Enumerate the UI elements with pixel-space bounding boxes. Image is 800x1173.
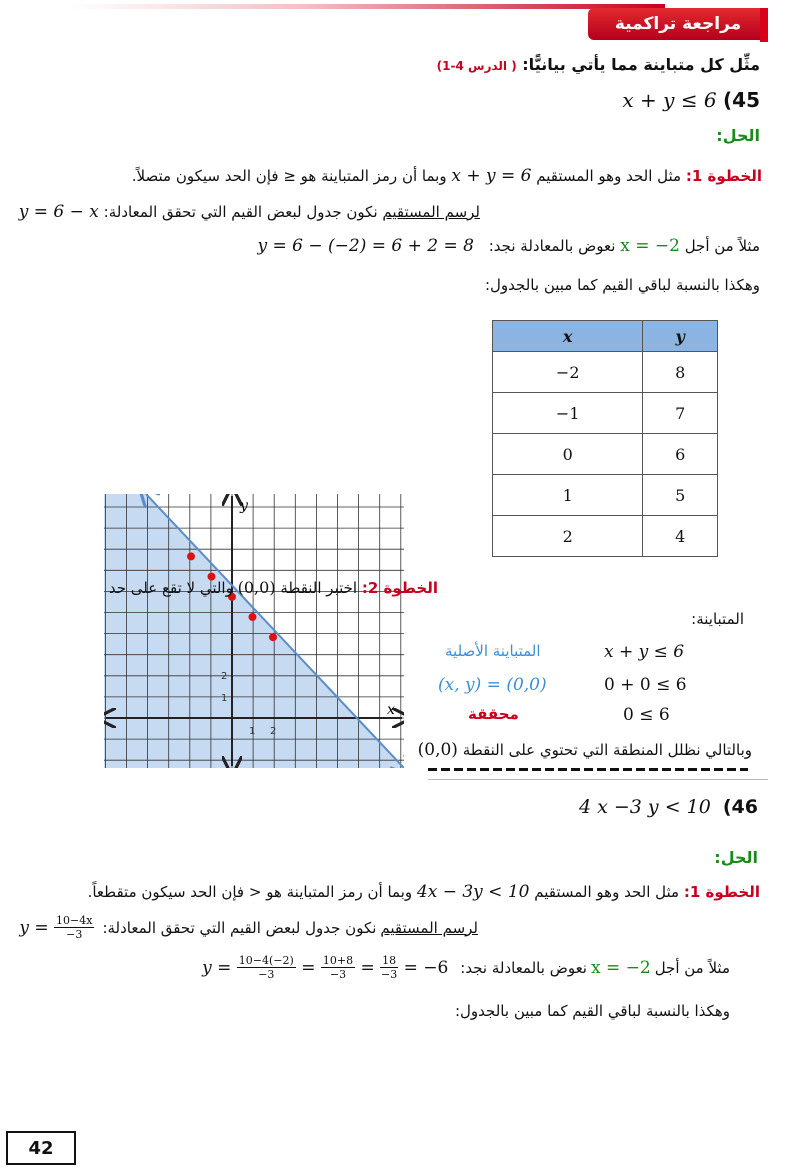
check-expr-3: 0 ≤ 6	[623, 705, 670, 725]
conclusion-45	[418, 740, 752, 760]
step2-45	[109, 578, 438, 597]
instruction	[437, 55, 760, 74]
step1-45	[132, 166, 762, 186]
plotted-point	[187, 552, 195, 560]
fraction-den: −3	[258, 968, 275, 981]
table-cell: −1	[493, 393, 643, 434]
table-intro-underlined-46: لرسم المستقيم	[380, 918, 478, 937]
table-header-x: x	[493, 321, 643, 352]
fraction-num: 10−4(−2)	[238, 954, 294, 967]
fraction-num: 18	[382, 954, 397, 967]
inequality-graph	[104, 494, 404, 768]
table-equation: y = 6 − x	[18, 202, 99, 222]
solution-label-45: الحل:	[716, 126, 760, 145]
example-value-46: x = −2	[590, 957, 651, 978]
step2-point: (0,0)	[237, 578, 276, 597]
example-text-46: مثلاً من أجل	[654, 958, 730, 977]
table-cell: 1	[493, 475, 643, 516]
step2-label: الخطوة 2:	[361, 579, 438, 597]
step1-text-b: وبما أن رمز المتباينة هو ≤ فإن الحد سيكون متصلاً.	[131, 167, 447, 185]
problem-45-heading	[622, 88, 760, 112]
x-tick-1: 1	[249, 726, 256, 737]
table-intro-text: نكون جدول لبعض القيم التي تحقق المعادلة:	[103, 203, 378, 221]
rest-text-46: وهكذا بالنسبة لباقي القيم كما مبين بالجدول:	[454, 1002, 730, 1020]
x-tick-2: 2	[270, 726, 277, 737]
fraction	[54, 914, 94, 941]
y-tick-1: 1	[221, 693, 228, 704]
example-text: مثلاً من أجل	[684, 237, 760, 255]
example-sub-46: نعوض بالمعادلة نجد:	[460, 958, 587, 977]
table-cell: −2	[493, 352, 643, 393]
step1-text-a: مثل الحد وهو المستقيم	[536, 167, 682, 185]
step1-label: الخطوة 1:	[685, 167, 762, 185]
fraction-num: 10+8	[322, 954, 354, 967]
y-axis-label: y	[240, 498, 248, 514]
table-header-row	[493, 321, 718, 352]
example-value: x = −2	[620, 236, 680, 256]
table-cell: 0	[493, 434, 643, 475]
fraction-den: −3	[329, 968, 347, 981]
section-title-badge: مراجعة تراكمية	[588, 8, 768, 40]
table-row	[493, 393, 718, 434]
example-45	[257, 236, 760, 256]
example-calc: y = 6 − (−2) = 6 + 2 = 8	[257, 236, 474, 256]
fraction	[237, 954, 296, 981]
step2-text-c: المتباينة:	[691, 610, 744, 628]
problem-45-inequality: x + y ≤ 6	[622, 88, 717, 112]
header-accent-bar	[760, 8, 768, 42]
problem-46-heading	[579, 796, 758, 818]
divider-line	[428, 779, 768, 780]
step1-equation: x + y = 6	[451, 166, 532, 186]
table-intro-text-46: نكون جدول لبعض القيم التي تحقق المعادلة:	[102, 918, 377, 937]
table-row	[493, 434, 718, 475]
example-calc-46: y = $\frac{10-4(-2)}{-3}$ = $\frac{10+8}{-3}$ = $\frac{18}{-3}$ = −6	[202, 954, 449, 981]
step2-text-b: والتي لا تقع على حد	[108, 579, 233, 597]
dashed-separator	[428, 768, 748, 771]
step1-equation-46: 4x − 3y < 10	[416, 882, 530, 902]
plotted-point	[249, 613, 257, 621]
y-tick-2: 2	[221, 671, 228, 682]
table-row	[493, 475, 718, 516]
fraction	[380, 954, 398, 981]
example-sub: نعوض بالمعادلة نجد:	[488, 237, 616, 255]
table-equation-46: y = $\frac{10-4x}{-3}$	[19, 914, 93, 941]
table-cell: 8	[643, 352, 718, 393]
fraction	[321, 954, 355, 981]
check-note-1: المتباينة الأصلية	[445, 642, 541, 660]
step1-text-a-46: مثل الحد وهو المستقيم	[534, 883, 680, 901]
conclusion-point: (0,0)	[417, 740, 458, 760]
step1-label-46: الخطوة 1:	[683, 883, 760, 901]
table-intro-46	[19, 914, 478, 941]
values-table	[492, 320, 718, 557]
table-cell: 6	[643, 434, 718, 475]
table-row	[493, 516, 718, 557]
fraction-den: −3	[381, 968, 398, 981]
fraction-den: −3	[66, 928, 83, 941]
check-expr-2: 0 + 0 ≤ 6	[604, 675, 687, 695]
problem-46-number: (46	[722, 796, 758, 818]
problem-46-inequality: 4 x −3 y < 10	[578, 796, 711, 818]
table-intro-underlined: لرسم المستقيم	[382, 203, 480, 221]
rest-text-45: وهكذا بالنسبة لباقي القيم كما مبين بالجدول:	[484, 276, 760, 294]
check-note-3: محققة	[468, 705, 519, 723]
check-note-2: (x, y) = (0,0)	[438, 675, 547, 695]
x-axis-label: x	[387, 702, 395, 718]
solution-label-46: الحل:	[714, 848, 758, 867]
table-intro-45	[19, 202, 480, 222]
step1-text-b-46: وبما أن رمز المتباينة هو < فإن الحد سيكون متقطعاً.	[87, 883, 413, 901]
instruction-text: مثِّل كل متباينة مما يأتي بيانيًّا:	[522, 55, 760, 74]
lesson-ref: ( الدرس 4-1)	[436, 59, 517, 73]
table-header-y: y	[643, 321, 718, 352]
result-46: = −6	[403, 957, 449, 978]
plotted-point	[269, 633, 277, 641]
header-decor-line	[70, 4, 665, 9]
table-cell: 4	[643, 516, 718, 557]
example-46	[202, 954, 730, 981]
step2-text-a: اختبر النقطة	[280, 579, 358, 597]
check-expr-1: x + y ≤ 6	[604, 642, 685, 662]
page-number: 42	[6, 1131, 76, 1165]
fraction-num: 10−4x	[56, 914, 93, 927]
step1-46	[88, 882, 760, 902]
table-cell: 2	[493, 516, 643, 557]
problem-45-number: (45	[723, 88, 760, 112]
table-cell: 5	[643, 475, 718, 516]
conclusion-text: وبالتالي نظلل المنطقة التي تحتوي على النقطة	[462, 741, 752, 759]
table-row	[493, 352, 718, 393]
table-cell: 7	[643, 393, 718, 434]
